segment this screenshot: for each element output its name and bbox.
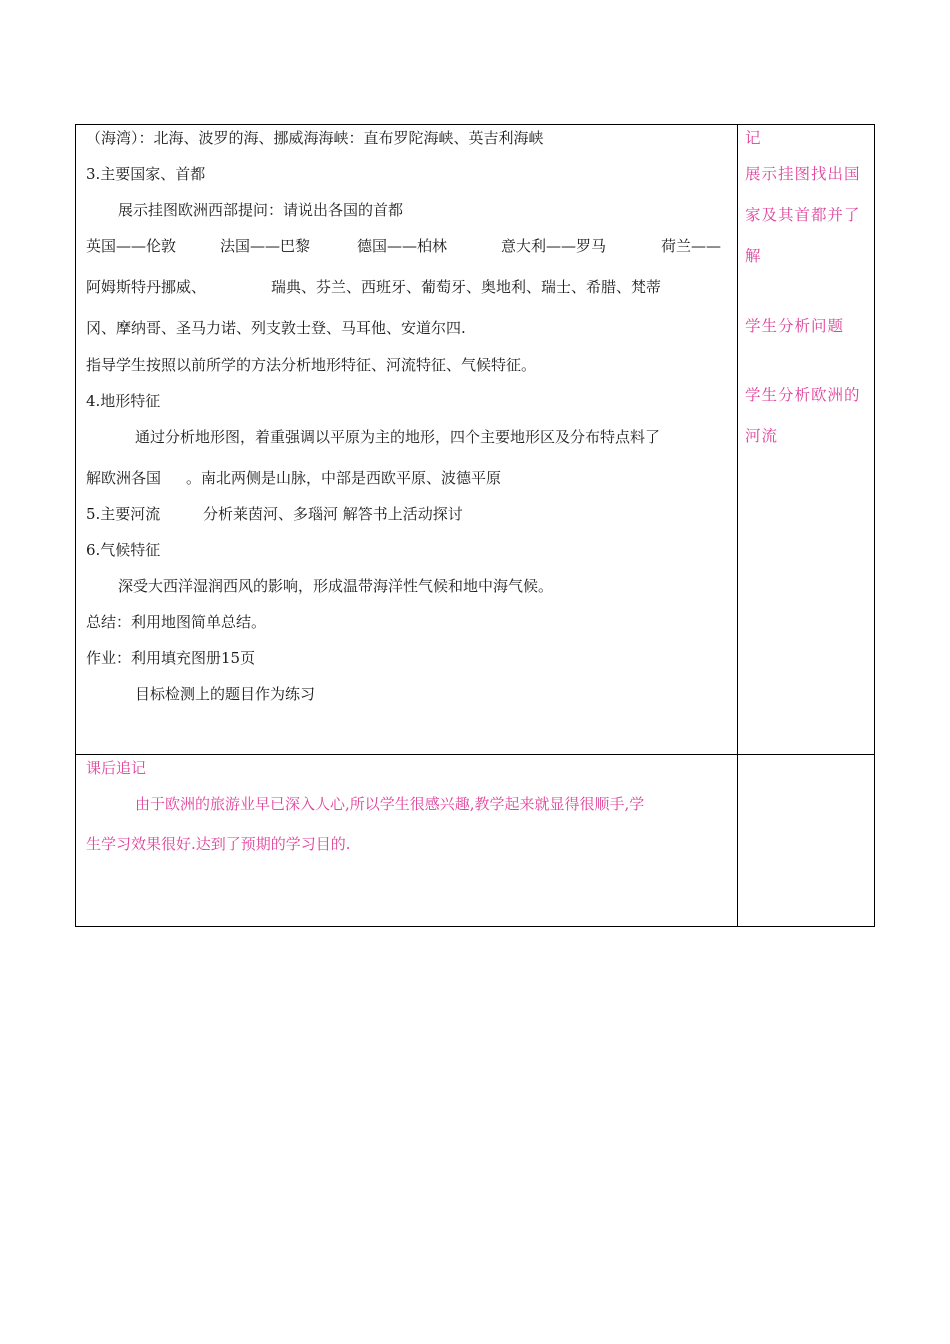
text-terrain-analysis: 通过分析地形图，着重强调以平原为主的地形，四个主要地形区及分布特点料了 bbox=[135, 428, 661, 446]
column-divider bbox=[737, 125, 738, 926]
text-exercise: 目标检测上的题目作为练习 bbox=[135, 685, 316, 703]
row-divider bbox=[76, 754, 874, 755]
side-note-rivers-2: 河流 bbox=[745, 427, 779, 445]
side-note-show-map-2: 家及其首都并了 bbox=[745, 206, 861, 224]
side-note-show-map-1: 展示挂图找出国 bbox=[745, 165, 861, 183]
capital-uk: 英国——伦敦 bbox=[86, 237, 177, 255]
capital-france: 法国——巴黎 bbox=[220, 237, 311, 255]
side-note-analyze-problem: 学生分析问题 bbox=[745, 317, 845, 335]
text-climate: 深受大西洋湿润西风的影响，形成温带海洋性气候和地中海气候。 bbox=[118, 577, 554, 595]
postscript-title: 课后追记 bbox=[86, 759, 147, 777]
side-note-ji: 记 bbox=[745, 129, 762, 147]
text-country-list-2: 冈、摩纳哥、圣马力诺、列支敦士登、马耳他、安道尔四. bbox=[86, 319, 466, 337]
capital-italy: 意大利——罗马 bbox=[501, 237, 607, 255]
text-show-map-question: 展示挂图欧洲西部提问：请说出各国的首都 bbox=[118, 201, 404, 219]
text-amsterdam-norway: 阿姆斯特丹挪威、 bbox=[86, 278, 207, 296]
postscript-line-1: 由于欧洲的旅游业早已深入人心,所以学生很感兴趣,教学起来就显得很顺手,学 bbox=[135, 795, 645, 813]
postscript-line-2: 生学习效果很好.达到了预期的学习目的. bbox=[86, 835, 351, 853]
text-guide-analysis: 指导学生按照以前所学的方法分析地形特征、河流特征、气候特征。 bbox=[86, 356, 537, 374]
heading-climate: 6.气候特征 bbox=[86, 541, 161, 559]
capital-germany: 德国——柏林 bbox=[357, 237, 448, 255]
heading-terrain: 4.地形特征 bbox=[86, 392, 161, 410]
text-terrain-europe: 解欧洲各国 bbox=[86, 469, 162, 487]
text-terrain-mountains-plains: 。南北两侧是山脉，中部是西欧平原、波德平原 bbox=[186, 469, 502, 487]
text-country-list-1: 瑞典、芬兰、西班牙、葡萄牙、奥地利、瑞士、希腊、梵蒂 bbox=[271, 278, 662, 296]
capital-netherlands: 荷兰—— bbox=[661, 237, 722, 255]
side-note-show-map-3: 解 bbox=[745, 247, 762, 265]
text-rivers-analysis: 分析莱茵河、多瑙河 解答书上活动探讨 bbox=[203, 505, 463, 523]
text-homework: 作业：利用填充图册15页 bbox=[86, 649, 256, 667]
heading-countries-capitals: 3.主要国家、首都 bbox=[86, 165, 206, 183]
text-straits: （海湾）：北海、波罗的海、挪威海海峡：直布罗陀海峡、英吉利海峡 bbox=[86, 129, 544, 147]
heading-rivers: 5.主要河流 bbox=[86, 505, 161, 523]
text-summary: 总结：利用地图简单总结。 bbox=[86, 613, 267, 631]
side-note-rivers-1: 学生分析欧洲的 bbox=[745, 386, 861, 404]
